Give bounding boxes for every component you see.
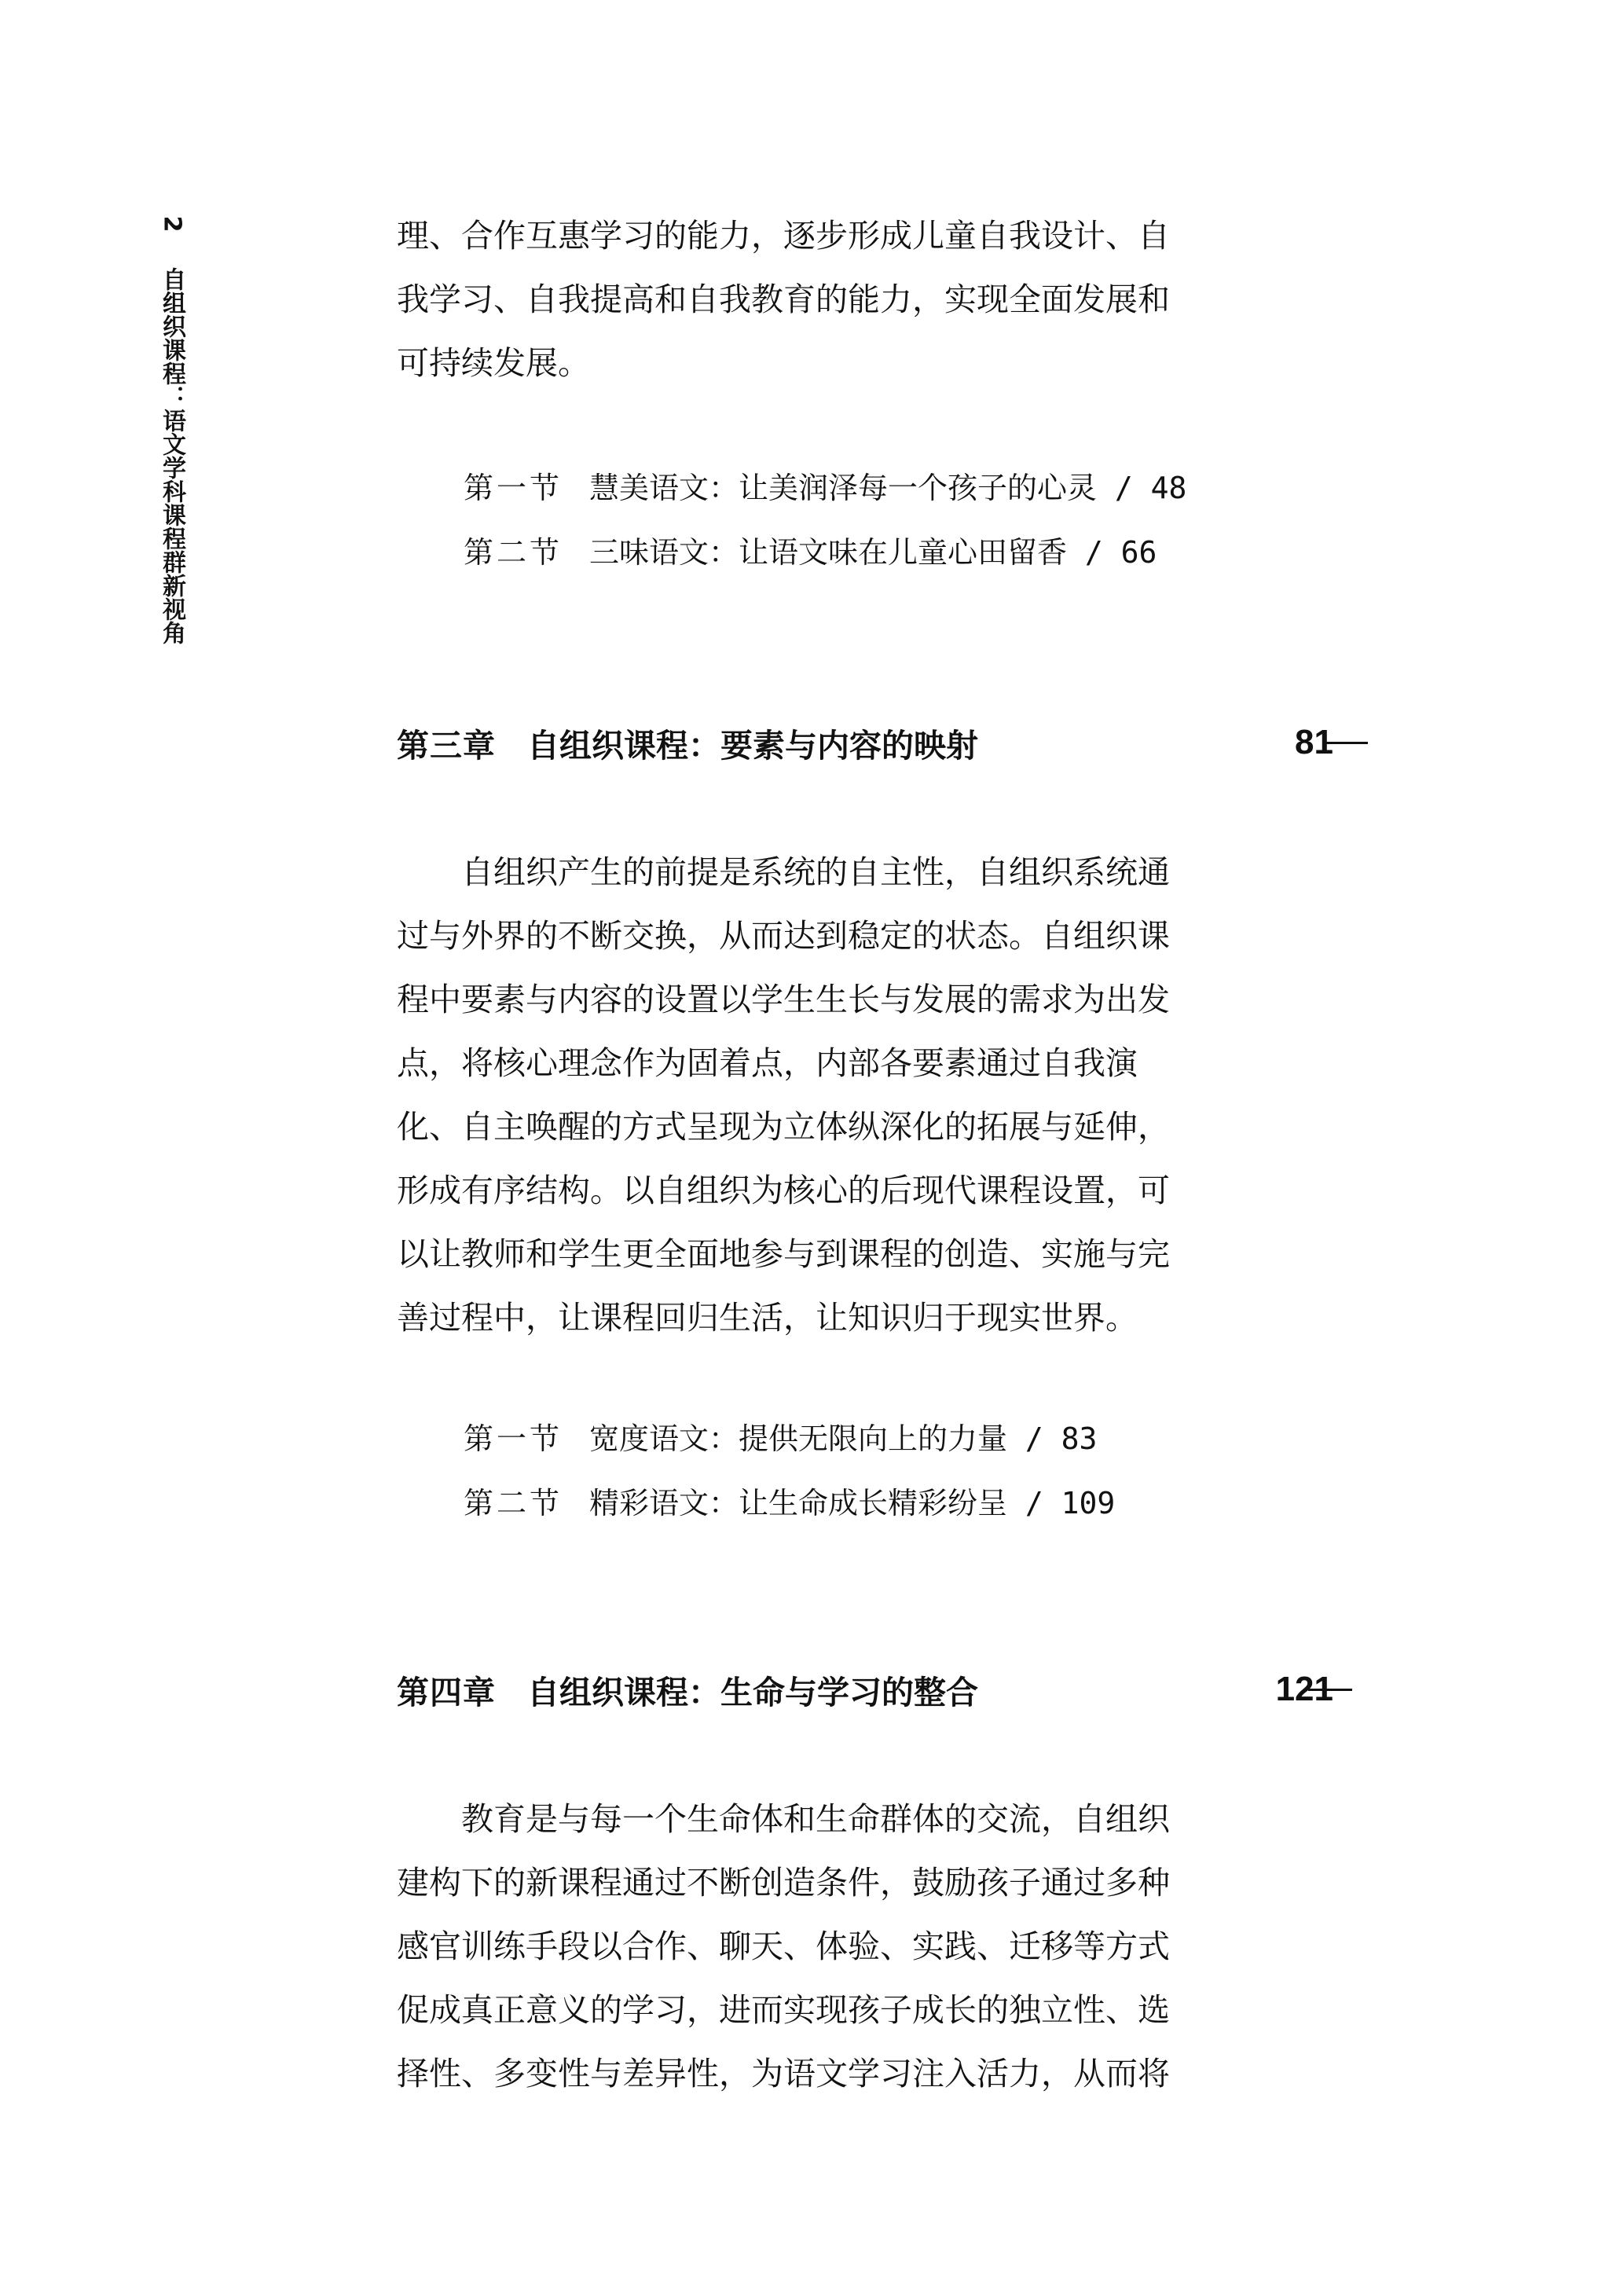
toc-section-label: 第二节 [464, 535, 563, 570]
text-line: 以让教师和学生更全面地参与到课程的创造、实施与完 [397, 1235, 1170, 1273]
text-line: 程中要素与内容的设置以学生生长与发展的需求为出发 [397, 981, 1170, 1018]
text-line: 建构下的新课程通过不断创造条件，鼓励孩子通过多种 [397, 1864, 1170, 1902]
text-line: 感官训练手段以合作、聊天、体验、实践、迁移等方式 [397, 1927, 1170, 1965]
text-line: 善过程中，让课程回归生活，让知识归于现实世界。 [397, 1299, 1138, 1337]
chapter-label: 第三章 [397, 726, 496, 765]
toc-section-title: 慧美语文：让美润泽每一个孩子的心灵 / 48 [589, 471, 1187, 505]
chapter-page-number: 121 [1275, 1670, 1333, 1708]
toc-section-title: 精彩语文：让生命成长精彩纷呈 / 109 [589, 1486, 1116, 1520]
text-line: 教育是与每一个生命体和生命群体的交流，自组织 [461, 1800, 1170, 1838]
toc-section-label: 第一节 [464, 1421, 563, 1456]
chapter-title: 自组织课程：要素与内容的映射 [527, 726, 978, 765]
text-line: 过与外界的不断交换，从而达到稳定的状态。自组织课 [397, 917, 1170, 955]
toc-section-label: 第一节 [464, 471, 563, 505]
text-line: 理、合作互惠学习的能力，逐步形成儿童自我设计、自 [397, 217, 1170, 255]
toc-entry [464, 456, 1186, 520]
chapter-page-number: 81 [1295, 723, 1333, 761]
toc-entry [464, 520, 1157, 585]
toc-entry [464, 1471, 1115, 1535]
toc-entry [464, 1407, 1097, 1471]
chapter-heading [397, 1666, 1418, 1713]
text-line: 可持续发展。 [397, 344, 590, 382]
chapter-label: 第四章 [397, 1673, 496, 1711]
text-line: 点，将核心理念作为固着点，内部各要素通过自我演 [397, 1044, 1138, 1082]
chapter-title: 自组织课程：生命与学习的整合 [527, 1673, 978, 1711]
toc-section-title: 三味语文：让语文味在儿童心田留香 / 66 [589, 535, 1157, 570]
toc-section-title: 宽度语文：提供无限向上的力量 / 83 [589, 1421, 1098, 1456]
paragraph-continued [397, 204, 1226, 395]
text-line: 择性、多变性与差异性，为语文学习注入活力，从而将 [397, 2055, 1170, 2092]
text-line: 促成真正意义的学习，进而实现孩子成长的独立性、选 [397, 1991, 1170, 2029]
toc-section-label: 第二节 [464, 1486, 563, 1520]
text-line: 化、自主唤醒的方式呈现为立体纵深化的拓展与延伸， [397, 1108, 1170, 1146]
chapter-paragraph [397, 1788, 1226, 2106]
page-number: 2 [158, 215, 185, 233]
text-line: 形成有序结构。以自组织为核心的后现代课程设置，可 [397, 1172, 1170, 1209]
running-book-title: 自组织课程：语文学科课程群新视角 [158, 267, 185, 644]
chapter-paragraph [397, 841, 1226, 1350]
running-head [154, 212, 189, 644]
text-line: 自组织产生的前提是系统的自主性，自组织系统通 [461, 853, 1170, 891]
text-line: 我学习、自我提高和自我教育的能力，实现全面发展和 [397, 281, 1170, 318]
chapter-heading [397, 719, 1418, 766]
